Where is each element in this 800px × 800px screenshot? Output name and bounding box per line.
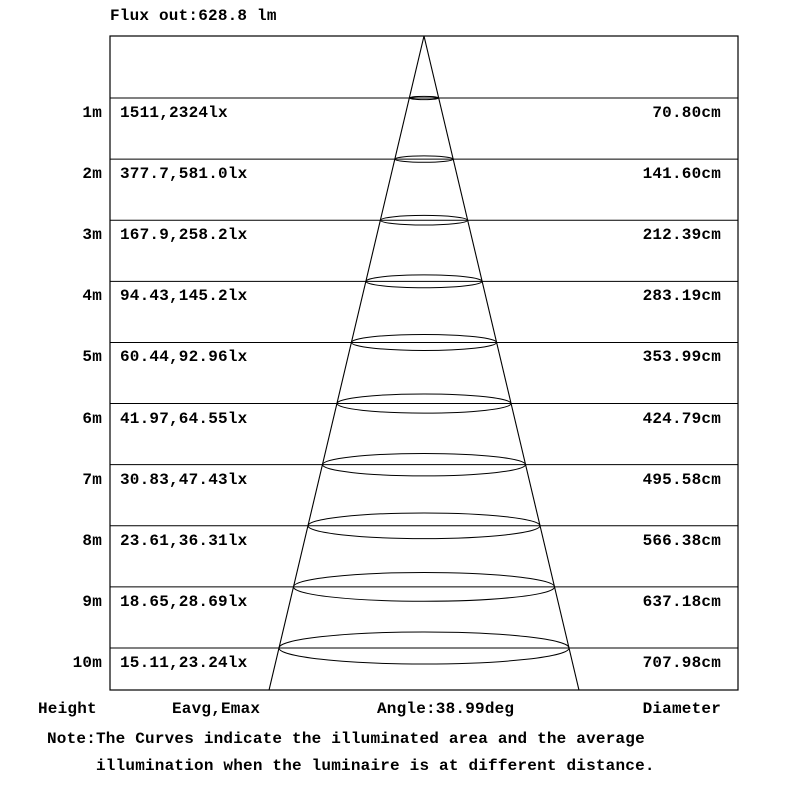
row-diameter-value: 70.80cm bbox=[652, 104, 721, 122]
row-height-label: 6m bbox=[82, 409, 102, 428]
row-diameter-value: 353.99cm bbox=[642, 348, 721, 367]
note-line-1: Note:The Curves indicate the illuminated area and the average bbox=[47, 730, 645, 748]
row-diameter-value: 707.98cm bbox=[642, 653, 721, 672]
eavg-emax-column-label: Eavg,Emax bbox=[172, 700, 261, 718]
cone-edge-left bbox=[269, 36, 424, 690]
row-eavg-emax-value: 167.9,258.2lx bbox=[120, 226, 248, 245]
row-diameter-value: 637.18cm bbox=[642, 592, 721, 611]
row-diameter-value: 566.38cm bbox=[642, 531, 721, 550]
row-eavg-emax-value: 41.97,64.55lx bbox=[120, 409, 248, 428]
row-diameter-value: 283.19cm bbox=[642, 287, 721, 306]
row-eavg-emax-value: 1511,2324lx bbox=[120, 104, 228, 122]
row-eavg-emax-value: 94.43,145.2lx bbox=[120, 287, 248, 306]
row-diameter-value: 212.39cm bbox=[642, 226, 721, 245]
height-column-label: Height bbox=[38, 700, 97, 718]
note-line-2: illumination when the luminaire is at different distance. bbox=[96, 757, 655, 775]
row-height-label: 3m bbox=[82, 226, 102, 245]
row-diameter-value: 495.58cm bbox=[642, 470, 721, 489]
row-height-label: 8m bbox=[82, 531, 102, 550]
flux-title: Flux out:628.8 lm bbox=[110, 7, 277, 25]
diameter-column-label: Diameter bbox=[642, 700, 721, 718]
row-height-label: 4m bbox=[82, 287, 102, 306]
row-eavg-emax-value: 15.11,23.24lx bbox=[120, 653, 248, 672]
row-eavg-emax-value: 60.44,92.96lx bbox=[120, 348, 248, 367]
row-height-label: 7m bbox=[82, 470, 102, 489]
row-height-label: 5m bbox=[82, 348, 102, 367]
row-eavg-emax-value: 377.7,581.0lx bbox=[120, 165, 248, 184]
row-height-label: 2m bbox=[82, 165, 102, 184]
row-height-label: 9m bbox=[82, 592, 102, 611]
row-height-label: 10m bbox=[72, 653, 102, 672]
beam-angle-label: Angle:38.99deg bbox=[377, 700, 515, 718]
row-eavg-emax-value: 30.83,47.43lx bbox=[120, 470, 248, 489]
row-eavg-emax-value: 23.61,36.31lx bbox=[120, 531, 248, 550]
row-diameter-value: 141.60cm bbox=[642, 165, 721, 184]
row-eavg-emax-value: 18.65,28.69lx bbox=[120, 592, 248, 611]
row-height-label: 1m bbox=[82, 104, 102, 122]
row-diameter-value: 424.79cm bbox=[642, 409, 721, 428]
cone-edge-right bbox=[424, 36, 579, 690]
